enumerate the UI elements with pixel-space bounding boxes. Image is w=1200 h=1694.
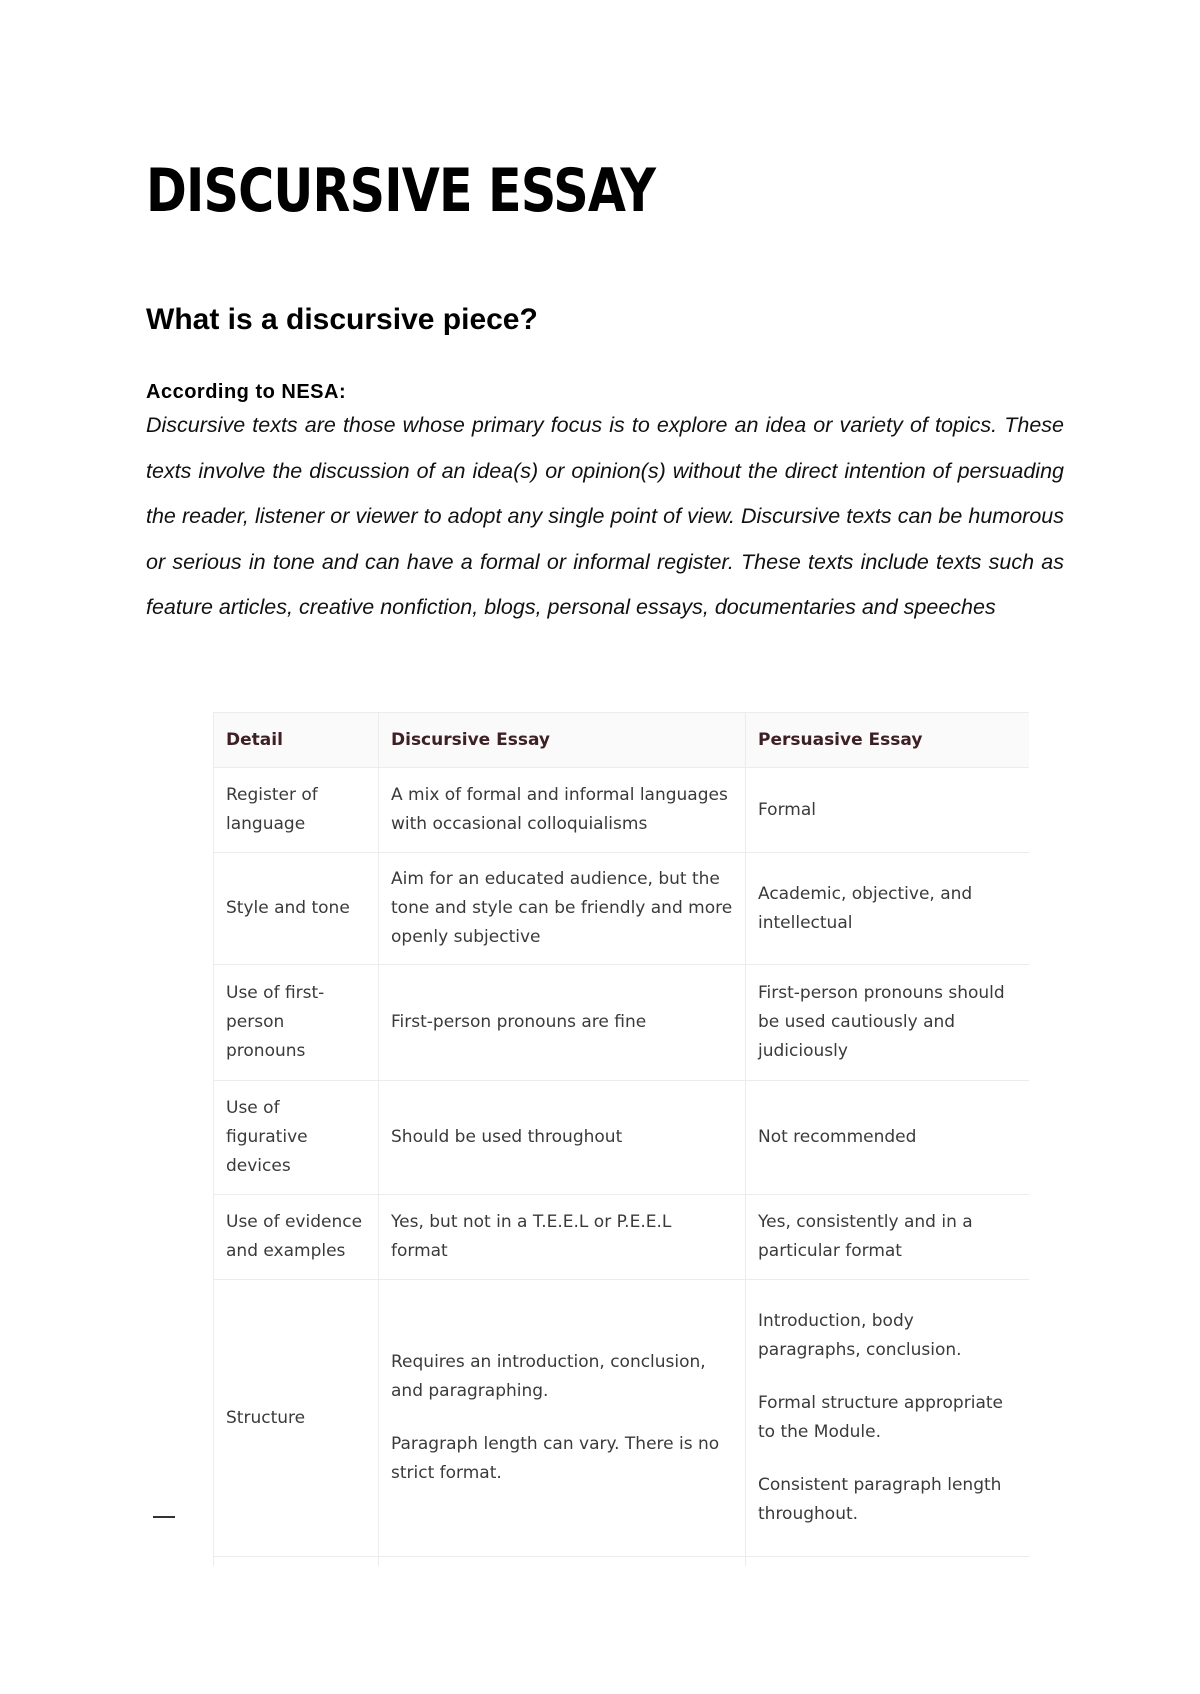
- section-heading: What is a discursive piece?: [146, 303, 538, 336]
- table-row: [214, 853, 1030, 965]
- table-row-cut-off: [214, 1557, 1030, 1567]
- cell-persuasive: Yes, consistently and in a particular format: [746, 1195, 1030, 1280]
- header-persuasive-essay: Persuasive Essay: [746, 713, 1030, 768]
- cell-discursive: First-person pronouns are fine: [379, 965, 746, 1081]
- cell-persuasive: Formal: [746, 768, 1030, 853]
- cell-detail: Use of evidence and examples: [214, 1195, 379, 1280]
- comparison-table: [213, 712, 1029, 1566]
- cell-detail: Use of first-person pronouns: [214, 965, 379, 1081]
- table-row: [214, 965, 1030, 1081]
- cell-discursive: Yes, but not in a T.E.E.L or P.E.E.L format: [379, 1195, 746, 1280]
- cell-discursive: Aim for an educated audience, but the tone and style can be friendly and more openly subjective: [379, 853, 746, 965]
- cell-empty: [214, 1557, 379, 1567]
- cell-empty: [746, 1557, 1030, 1567]
- table-row: [214, 1195, 1030, 1280]
- cell-detail: Style and tone: [214, 853, 379, 965]
- cell-detail: Use of figurative devices: [214, 1081, 379, 1195]
- table-header-row: [214, 713, 1030, 768]
- table-row: [214, 768, 1030, 853]
- cell-discursive: A mix of formal and informal languages with occasional colloquialisms: [379, 768, 746, 853]
- cell-persuasive: Academic, objective, and intellectual: [746, 853, 1030, 965]
- cell-discursive: Should be used throughout: [379, 1081, 746, 1195]
- table-row: [214, 1280, 1030, 1557]
- cell-empty: [379, 1557, 746, 1567]
- cell-persuasive: [746, 1280, 1030, 1557]
- cell-persuasive: Not recommended: [746, 1081, 1030, 1195]
- cell-persuasive: First-person pronouns should be used cautiously and judiciously: [746, 965, 1030, 1081]
- cell-detail: Structure: [214, 1280, 379, 1557]
- header-discursive-essay: Discursive Essay: [379, 713, 746, 768]
- header-detail: Detail: [214, 713, 379, 768]
- cell-detail: Register of language: [214, 768, 379, 853]
- nesa-definition-quote: Discursive texts are those whose primary focus is to explore an idea or variety of topics. These texts involve the discussion of an idea(s) or opinion(s) without the direct intention of persuading the reader, listener or viewer to adopt any single point of view. Discursive texts can be humorous or serious in tone and can have a formal or informal register. These texts include texts such as feature articles, creative nonfiction, blogs, personal essays, documentaries and speeches: [146, 413, 1064, 619]
- document-title: DISCURSIVE ESSAY: [146, 156, 656, 226]
- cell-paragraph: Consistent paragraph length throughout.: [758, 1475, 1002, 1524]
- source-label: According to NESA:: [146, 381, 347, 403]
- comparison-table-container: [213, 712, 1029, 1566]
- cell-paragraph: Introduction, body paragraphs, conclusion.: [758, 1311, 962, 1360]
- cell-discursive: [379, 1280, 746, 1557]
- cell-paragraph: Paragraph length can vary. There is no strict format.: [391, 1434, 720, 1483]
- cell-paragraph: Formal structure appropriate to the Module.: [758, 1393, 1003, 1442]
- table-row: [214, 1081, 1030, 1195]
- cell-paragraph: Requires an introduction, conclusion, and paragraphing.: [391, 1352, 706, 1401]
- page-footer-dash: [153, 1516, 175, 1518]
